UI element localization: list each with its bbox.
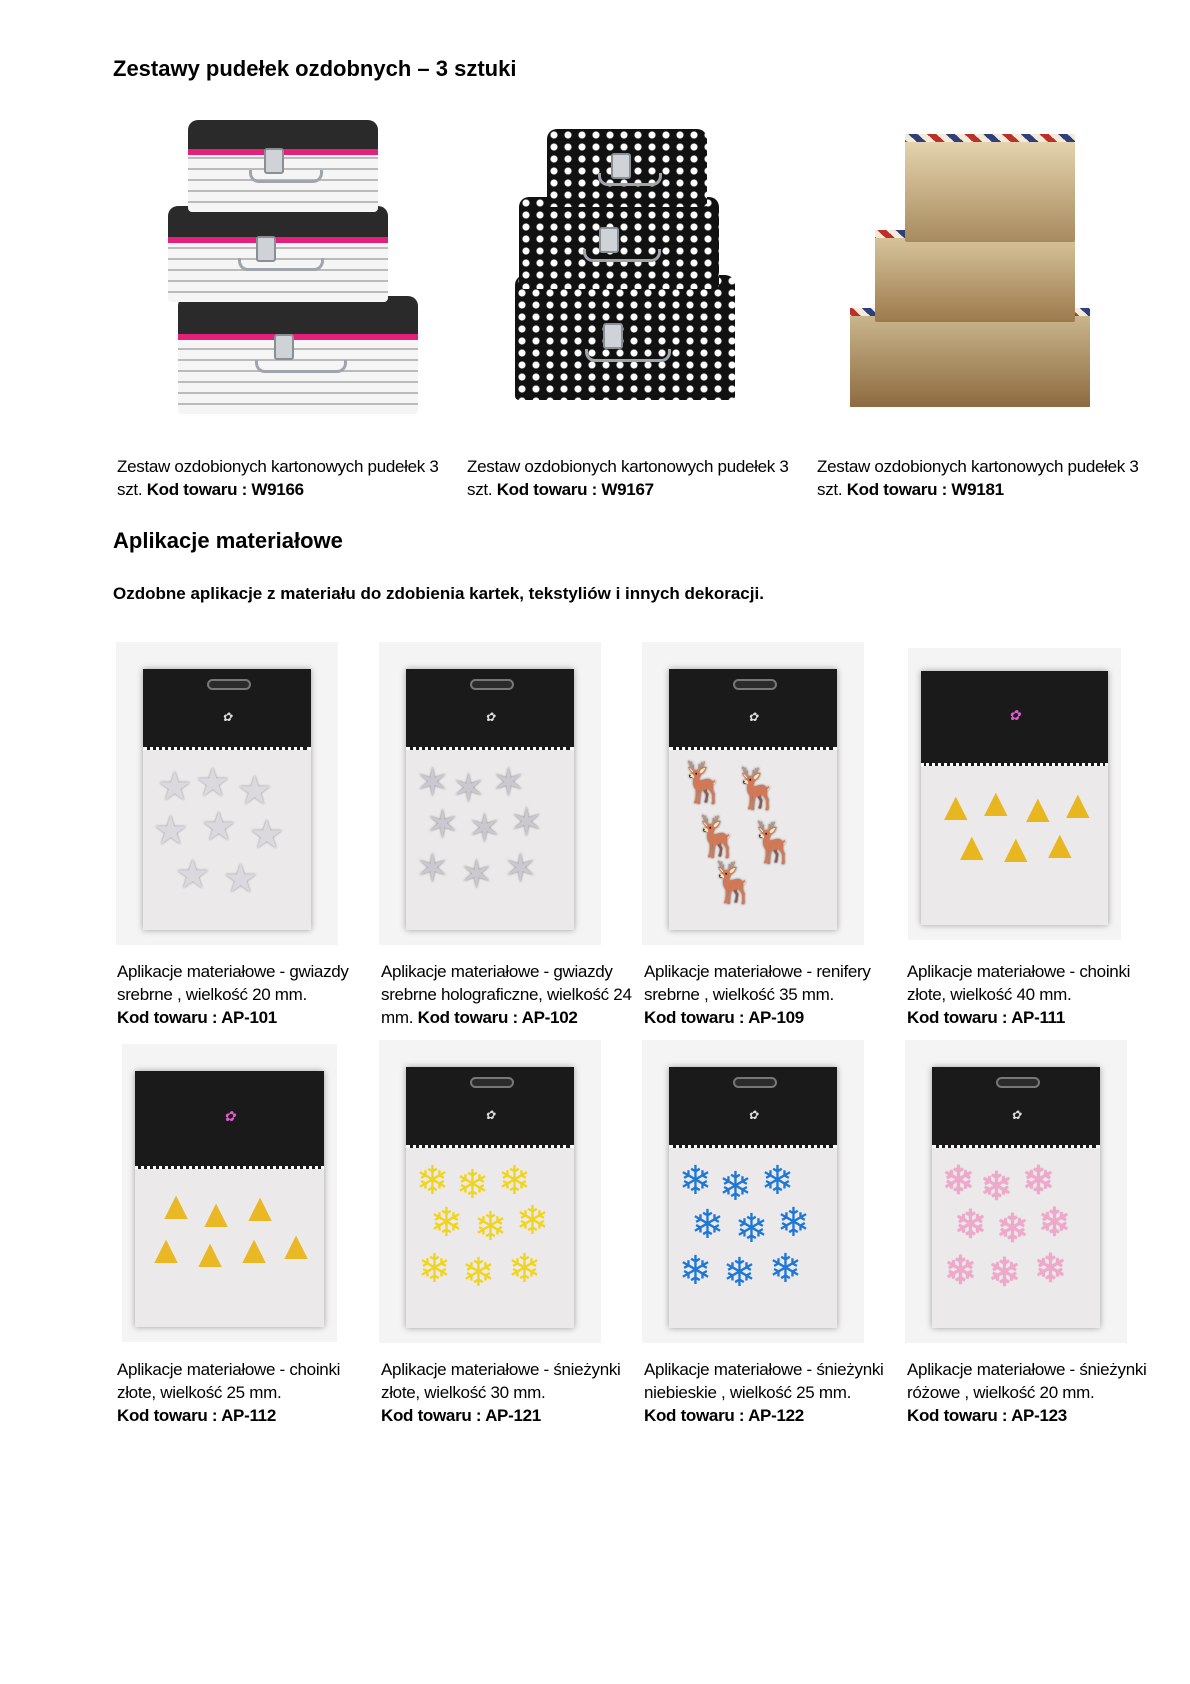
box-medium (519, 197, 719, 289)
product-caption-ap-122: Aplikacje materiałowe - śnieżynki niebieskie , wielkość 25 mm. Kod towaru : AP-122 (644, 1360, 884, 1425)
product-caption-ap-112: Aplikacje materiałowe - choinki złote, wielkość 25 mm. Kod towaru : AP-112 (117, 1360, 341, 1425)
box-medium (168, 206, 388, 302)
product-photo-ap-111: ✿ ▲ ▲ ▲ ▲ ▲ ▲ ▲ (908, 648, 1121, 940)
product-caption-ap-121: Aplikacje materiałowe - śnieżynki złote, wielkość 30 mm. Kod towaru : AP-121 (381, 1360, 621, 1425)
gold-tree-applique-icon: ▲ ▲ ▲ ▲ ▲ ▲ ▲ (936, 781, 1098, 872)
section-title-boxes: Zestawy pudełek ozdobnych – 3 sztuki (113, 56, 517, 81)
gold-snowflake-applique-icon: ❄ ❄ ❄ ❄ ❄ ❄ ❄ ❄ ❄ (415, 1159, 550, 1296)
blue-snowflake-applique-icon: ❄ ❄ ❄ ❄ ❄ ❄ ❄ ❄ ❄ (678, 1159, 811, 1296)
product-caption-w9167: Zestaw ozdobionych kartonowych pudełek 3 szt. Kod towaru : W9167 (467, 457, 789, 499)
pink-snowflake-applique-icon: ❄ ❄ ❄ ❄ ❄ ❄ ❄ ❄ ❄ (941, 1159, 1072, 1296)
product-photo-ap-102: ✿ ✶ ✶ ✶ ✶ ✶ ✶ ✶ ✶ ✶ (379, 642, 601, 945)
product-photo-w9166 (160, 112, 422, 417)
product-photo-ap-101: ✿ ★ ★ ★ ★ ★ ★ ★ ★ (116, 642, 338, 945)
reindeer-applique-icon: 🦌 🦌 🦌 🦌 🦌 (678, 761, 799, 906)
box-medium (875, 230, 1075, 322)
product-photo-ap-109: ✿ 🦌 🦌 🦌 🦌 🦌 (642, 642, 864, 945)
product-photo-ap-122: ✿ ❄ ❄ ❄ ❄ ❄ ❄ ❄ ❄ ❄ (642, 1040, 864, 1343)
product-photo-w9181 (845, 122, 1095, 407)
product-caption-w9166: Zestaw ozdobionych kartonowych pudełek 3 szt. Kod towaru : W9166 (117, 457, 439, 499)
holographic-star-applique-icon: ✶ ✶ ✶ ✶ ✶ ✶ ✶ ✶ ✶ (415, 761, 544, 898)
star-applique-icon: ★ ★ ★ ★ ★ ★ ★ ★ (152, 761, 285, 902)
product-caption-ap-123: Aplikacje materiałowe - śnieżynki różowe , wielkość 20 mm. Kod towaru : AP-123 (907, 1360, 1147, 1425)
box-large (850, 308, 1090, 407)
product-caption-ap-102: Aplikacje materiałowe - gwiazdy srebrne holograficzne, wielkość 24 mm. Kod towaru : AP-102 (381, 962, 632, 1027)
product-caption-w9181: Zestaw ozdobionych kartonowych pudełek 3 szt. Kod towaru : W9181 (817, 457, 1139, 499)
product-caption-ap-111: Aplikacje materiałowe - choinki złote, wielkość 40 mm. Kod towaru : AP-111 (907, 962, 1131, 1027)
gold-small-tree-applique-icon: ▲ ▲ ▲ ▲ ▲ ▲ ▲ (146, 1184, 316, 1277)
product-photo-ap-121: ✿ ❄ ❄ ❄ ❄ ❄ ❄ ❄ ❄ ❄ (379, 1040, 601, 1343)
product-photo-w9167 (505, 125, 745, 405)
box-small (905, 134, 1075, 242)
box-large (515, 275, 735, 400)
product-photo-ap-112: ✿ ▲ ▲ ▲ ▲ ▲ ▲ ▲ (122, 1044, 337, 1342)
product-caption-ap-109: Aplikacje materiałowe - renifery srebrne , wielkość 35 mm. Kod towaru : AP-109 (644, 962, 871, 1027)
product-photo-ap-123: ✿ ❄ ❄ ❄ ❄ ❄ ❄ ❄ ❄ ❄ (905, 1040, 1127, 1343)
box-small (547, 129, 707, 207)
section-intro: Ozdobne aplikacje z materiału do zdobienia kartek, tekstyliów i innych dekoracji. (113, 584, 764, 603)
product-caption-ap-101: Aplikacje materiałowe - gwiazdy srebrne , wielkość 20 mm. Kod towaru : AP-101 (117, 962, 349, 1027)
box-large (178, 296, 418, 414)
section-title-applications: Aplikacje materiałowe (113, 528, 343, 553)
box-small (188, 120, 378, 212)
